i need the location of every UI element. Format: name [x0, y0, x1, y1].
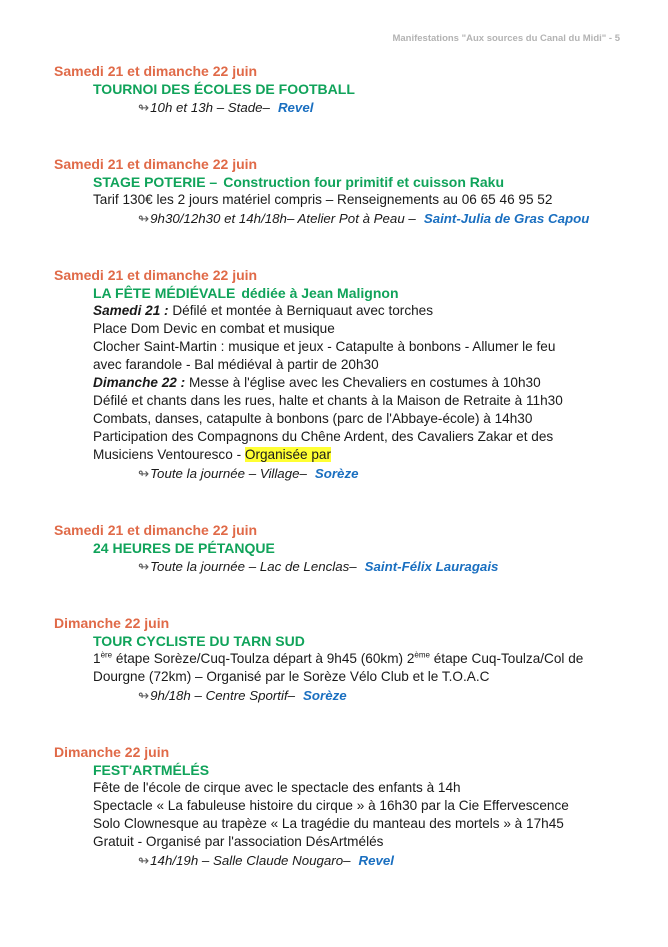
event-title-main: STAGE POTERIE – [93, 174, 218, 190]
description-line: Gratuit - Organisé par l'association DésArtmélés [93, 834, 384, 849]
day-label: Samedi 21 : [93, 303, 169, 318]
description-line [93, 302, 644, 320]
event-time-location: 10h et 13h – Stade– [150, 100, 270, 115]
event-info [138, 557, 644, 577]
event-festartmeles [54, 743, 644, 871]
description-line: Défilé et chants dans les rues, halte et chants à la Maison de Retraite à 11h30 [93, 393, 563, 408]
event-title: TOURNOI DES ÉCOLES DE FOOTBALL [93, 81, 355, 97]
event-title: 24 HEURES DE PÉTANQUE [93, 540, 275, 556]
event-date: Samedi 21 et dimanche 22 juin [54, 156, 258, 172]
event-place: Revel [277, 100, 314, 115]
event-football [54, 62, 644, 118]
event-description [93, 650, 644, 686]
event-info [138, 851, 644, 871]
event-date: Dimanche 22 juin [54, 744, 170, 760]
event-place: Sorèze [303, 688, 347, 703]
ordinal-sup: ère [100, 650, 113, 660]
description-text: étape Cuq-Toulza/Col de [429, 651, 584, 666]
arrow-icon: ↬ [138, 559, 150, 574]
day-label: Dimanche 22 : [93, 375, 186, 390]
event-title: TOUR CYCLISTE DU TARN SUD [93, 633, 305, 649]
day-text: Messe à l'église avec les Chevaliers en costumes à 10h30 [188, 375, 541, 390]
day-text: Défilé et montée à Berniquaut avec torches [172, 303, 434, 318]
arrow-icon: ↬ [138, 853, 150, 868]
event-info [138, 464, 644, 484]
event-title-sub: dédiée à Jean Malignon [241, 285, 399, 301]
event-fete-medievale [54, 266, 644, 484]
description-line: avec farandole - Bal médiéval à partir de 20h30 [93, 357, 379, 372]
event-place: Saint-Félix Lauragais [364, 559, 499, 574]
event-date: Samedi 21 et dimanche 22 juin [54, 267, 258, 283]
event-date: Dimanche 22 juin [54, 615, 170, 631]
event-tour-cycliste [54, 614, 644, 706]
event-description [93, 302, 644, 464]
event-date: Samedi 21 et dimanche 22 juin [54, 522, 258, 538]
description-line: Combats, danses, catapulte à bonbons (parc de l'Abbaye-école) à 14h30 [93, 411, 533, 426]
arrow-icon: ↬ [138, 211, 150, 226]
event-info [138, 98, 644, 118]
description-line [93, 374, 644, 392]
arrow-icon: ↬ [138, 100, 150, 115]
description-line: Clocher Saint-Martin : musique et jeux - Catapulte à bonbons - Allumer le feu [93, 339, 556, 354]
event-title [93, 284, 644, 302]
event-place: Sorèze [314, 466, 359, 481]
ordinal-sup: ème [414, 650, 430, 660]
highlighted-text: Organisée par [244, 447, 332, 462]
description-line: Participation des Compagnons du Chêne Ardent, des Cavaliers Zakar et des [93, 429, 554, 444]
description-line [93, 446, 644, 464]
event-description [93, 779, 644, 851]
event-time-location: 14h/19h – Salle Claude Nougaro– [150, 853, 351, 868]
event-title: FEST'ARTMÉLÉS [93, 762, 210, 778]
events-list [54, 62, 644, 908]
event-place: Saint-Julia de Gras Capou [423, 211, 590, 226]
description-line: Dourgne (72km) – Organisé par le Sorèze Vélo Club et le T.O.A.C [93, 669, 490, 684]
event-time-location: 9h/18h – Centre Sportif– [150, 688, 296, 703]
description-line [93, 650, 644, 668]
event-time-location: Toute la journée – Lac de Lenclas– [150, 559, 357, 574]
description-line: Spectacle « La fabuleuse histoire du cirque » à 16h30 par la Cie Effervescence [93, 798, 569, 813]
description-text: Musiciens Ventouresco - [93, 447, 242, 462]
event-info [138, 209, 644, 229]
arrow-icon: ↬ [138, 688, 150, 703]
page-header: Manifestations "Aux sources du Canal du Midi" - 5 [392, 33, 620, 44]
description-line: Solo Clownesque au trapèze « La tragédie du manteau des mortels » à 17h45 [93, 816, 564, 831]
event-title-main: LA FÊTE MÉDIÉVALE [93, 285, 236, 301]
event-petanque [54, 521, 644, 577]
event-poterie [54, 155, 644, 229]
description-text: 1 [93, 651, 101, 666]
description-text: étape Sorèze/Cuq-Toulza départ à 9h45 (60km) 2 [112, 651, 415, 666]
description-line: Place Dom Devic en combat et musique [93, 321, 335, 336]
event-date: Samedi 21 et dimanche 22 juin [54, 63, 258, 79]
event-title [93, 173, 644, 191]
event-title-sub: Construction four primitif et cuisson Raku [223, 174, 505, 190]
event-description [93, 191, 644, 209]
description-line: Tarif 130€ les 2 jours matériel compris – Renseignements au 06 65 46 95 52 [93, 192, 553, 207]
event-info [138, 686, 644, 706]
description-line: Fête de l'école de cirque avec le spectacle des enfants à 14h [93, 780, 461, 795]
arrow-icon: ↬ [138, 466, 150, 481]
event-place: Revel [358, 853, 394, 868]
event-time-location: 9h30/12h30 et 14h/18h– Atelier Pot à Peau – [150, 211, 416, 226]
event-time-location: Toute la journée – Village– [150, 466, 307, 481]
